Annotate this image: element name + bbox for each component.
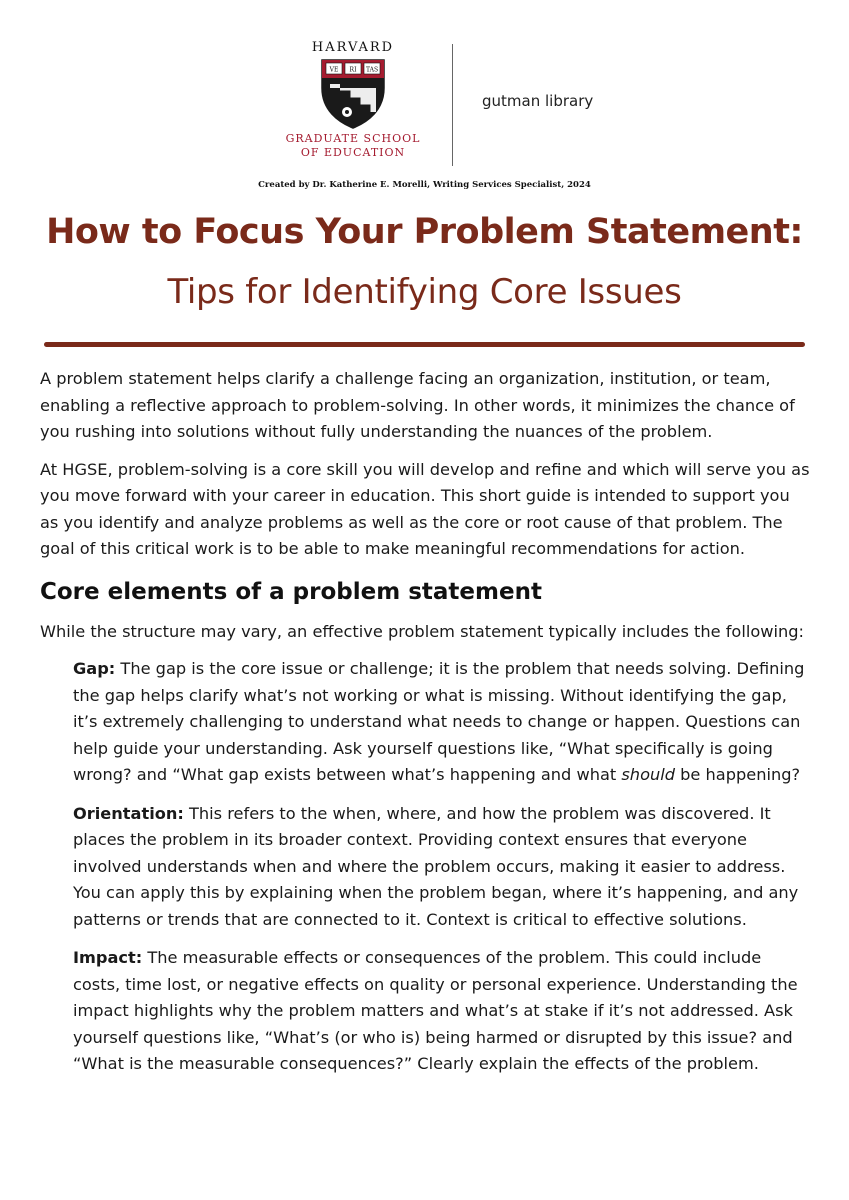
- item-label: Gap:: [73, 659, 116, 678]
- shield-text-1: VE: [329, 66, 339, 74]
- document-body: [40, 366, 810, 1090]
- page-subtitle: Tips for Identifying Core Issues: [167, 272, 682, 312]
- item-emphasis: should: [621, 765, 676, 784]
- section-lead: While the structure may vary, an effective problem statement typically includes the following:: [40, 621, 804, 641]
- item-text: The gap is the core issue or challenge; it is the problem that needs solving. Defining the gap helps clarify what’s not working or what is missing. Without identifying the gap, it’s extremely challenging to understand what needs to change or happen. Questions can help guide your understanding. Ask yourself questions like, “What specifically is going wrong? and “What gap exists between what’s happening and what: [73, 659, 805, 784]
- element-orientation: [73, 801, 810, 934]
- hgse-logo: [268, 40, 438, 160]
- library-name: gutman library: [482, 92, 594, 110]
- page-title: How to Focus Your Problem Statement:: [46, 212, 803, 252]
- intro-paragraph: A problem statement helps clarify a challenge facing an organization, institution, or team, enabling a reflective approach to problem-solving. In other words, it minimizes the chance of you rushing into solutions without fully understanding the nuances of the problem.: [40, 369, 795, 441]
- header-divider: [452, 44, 453, 166]
- item-label: Impact:: [73, 948, 143, 967]
- intro-paragraph: At HGSE, problem-solving is a core skill you will develop and refine and which will serve you as you move forward with your career in education. This short guide is intended to support you as you identify and analyze problems as well as the core or root cause of that problem. The goal of this critical work is to be able to make meaningful recommendations for action.: [40, 459, 810, 558]
- item-text: The measurable effects or consequences of the problem. This could include costs, time lost, or negative effects on quality or personal experience. Understanding the impact highlights why the problem matters and what’s at stake if it’s not addressed. Ask yourself questions like, “What’s (or who is) being harmed or disrupted by this issue? and “What is the measurable consequences?” Clearly explain the effects of the problem.: [73, 948, 798, 1073]
- title-rule: [44, 342, 805, 347]
- item-label: Orientation:: [73, 803, 184, 823]
- author-credit: Created by Dr. Katherine E. Morelli, Writing Services Specialist, 2024: [258, 180, 591, 190]
- shield-text-2: RI: [349, 66, 357, 74]
- element-gap: [73, 656, 810, 789]
- shield-text-3: TAS: [365, 66, 379, 74]
- school-name-line2: OF EDUCATION: [300, 146, 406, 159]
- item-text: This refers to the when, where, and how the problem was discovered. It places the problem in its broader context. Providing context ensures that everyone involved understands when and where the problem occurs, making it easier to address. You can apply this by explaining when the problem began, where it’s happening, and any patterns or trends that are connected to it. Context is critical to effective solutions.: [73, 803, 799, 929]
- section-heading: Core elements of a problem statement: [40, 578, 542, 605]
- harvard-wordmark: HARVARD: [311, 40, 395, 55]
- item-text: be happening?: [675, 765, 801, 784]
- shield-icon: [320, 58, 386, 130]
- header: [0, 40, 849, 200]
- school-name-line1: GRADUATE SCHOOL: [285, 132, 421, 145]
- element-impact: [73, 945, 810, 1078]
